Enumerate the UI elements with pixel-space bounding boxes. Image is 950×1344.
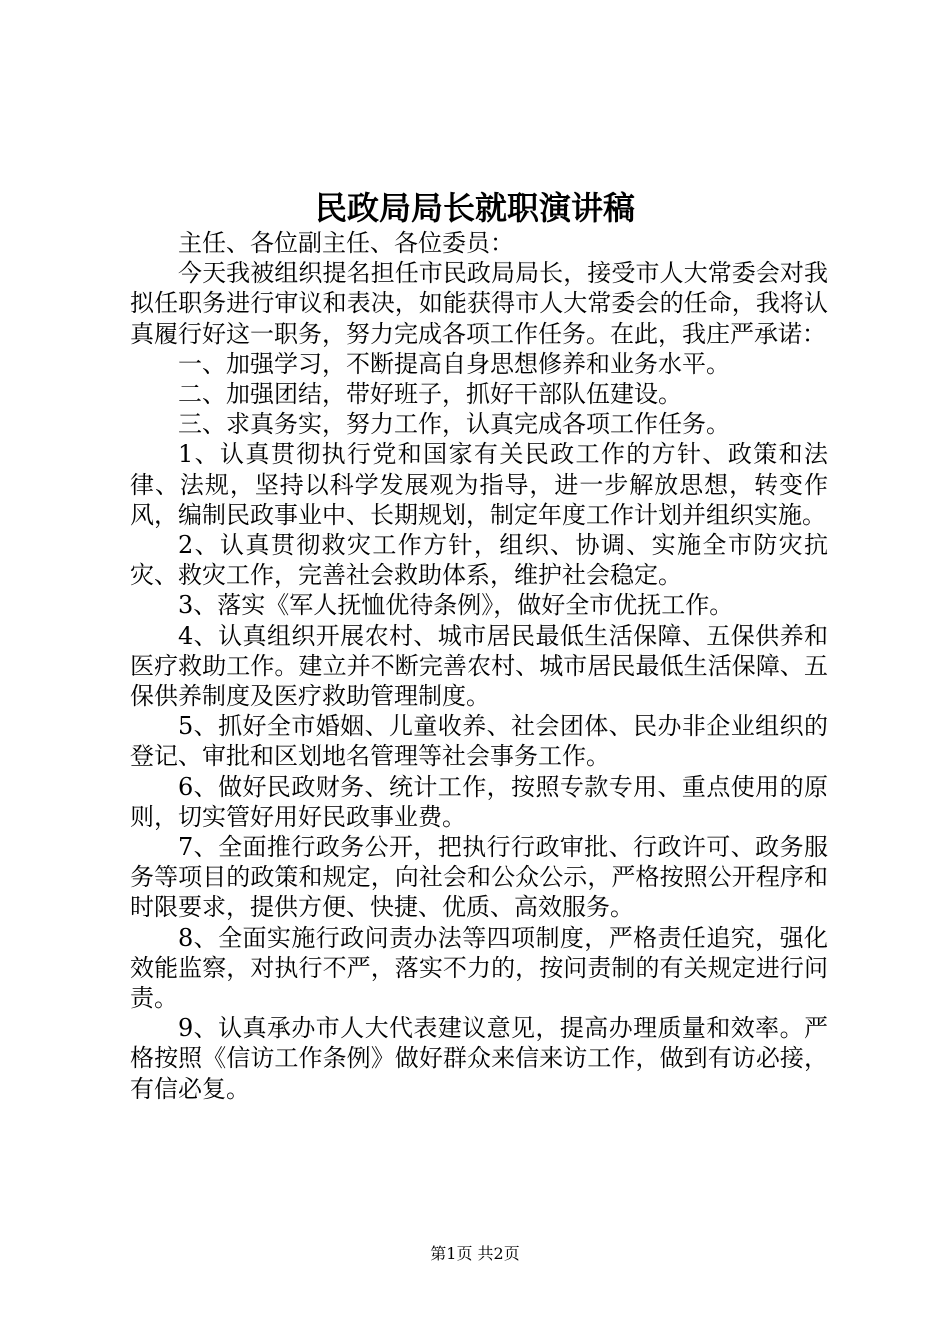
task-paragraph-2: 2、认真贯彻救灾工作方针，组织、协调、实施全市防灾抗灾、救灾工作，完善社会救助体系，维护社会稳定。 <box>130 531 828 590</box>
task-paragraph-4: 4、认真组织开展农村、城市居民最低生活保障、五保供养和医疗救助工作。建立并不断完善农村、城市居民最低生活保障、五保供养制度及医疗救助管理制度。 <box>130 621 828 711</box>
task-paragraph-5: 5、抓好全市婚姻、儿童收养、社会团体、民办非企业组织的登记、审批和区划地名管理等社会事务工作。 <box>130 712 828 771</box>
document-title: 民政局局长就职演讲稿 <box>314 189 635 227</box>
page-number-footer: 第1页 共2页 <box>430 1244 520 1263</box>
intro-paragraph: 今天我被组织提名担任市民政局局长，接受市人大常委会对我拟任职务进行审议和表决，如能获得市人大常委会的任命，我将认真履行好这一职务，努力完成各项工作任务。在此，我庄严承诺： <box>130 259 828 348</box>
salutation-paragraph: 主任、各位副主任、各位委员： <box>178 229 514 257</box>
task-paragraph-8: 8、全面实施行政问责办法等四项制度，严格责任追究，强化效能监察，对执行不严，落实不力的，按问责制的有关规定进行问责。 <box>130 923 828 1013</box>
task-paragraph-3: 3、落实《军人抚恤优待条例》，做好全市优抚工作。 <box>178 591 734 620</box>
pledge-paragraph-3: 三、求真务实，努力工作，认真完成各项工作任务。 <box>178 410 730 439</box>
task-paragraph-9: 9、认真承办市人大代表建议意见，提高办理质量和效率。严格按照《信访工作条例》做好群众来信来访工作，做到有访必接，有信必复。 <box>130 1014 828 1103</box>
task-paragraph-6: 6、做好民政财务、统计工作，按照专款专用、重点使用的原则，切实管好用好民政事业费。 <box>130 772 828 831</box>
pledge-paragraph-2: 二、加强团结，带好班子，抓好干部队伍建设。 <box>178 380 682 409</box>
document-body <box>130 228 828 1104</box>
task-paragraph-1: 1、认真贯彻执行党和国家有关民政工作的方针、政策和法律、法规，坚持以科学发展观为指导，进一步解放思想，转变作风，编制民政事业中、长期规划，制定年度工作计划并组织实施。 <box>130 440 828 529</box>
pledge-paragraph-1: 一、加强学习，不断提高自身思想修养和业务水平。 <box>178 349 730 378</box>
task-paragraph-7: 7、全面推行政务公开，把执行行政审批、行政许可、政务服务等项目的政策和规定，向社会和公众公示，严格按照公开程序和时限要求，提供方便、快捷、优质、高效服务。 <box>130 833 828 922</box>
